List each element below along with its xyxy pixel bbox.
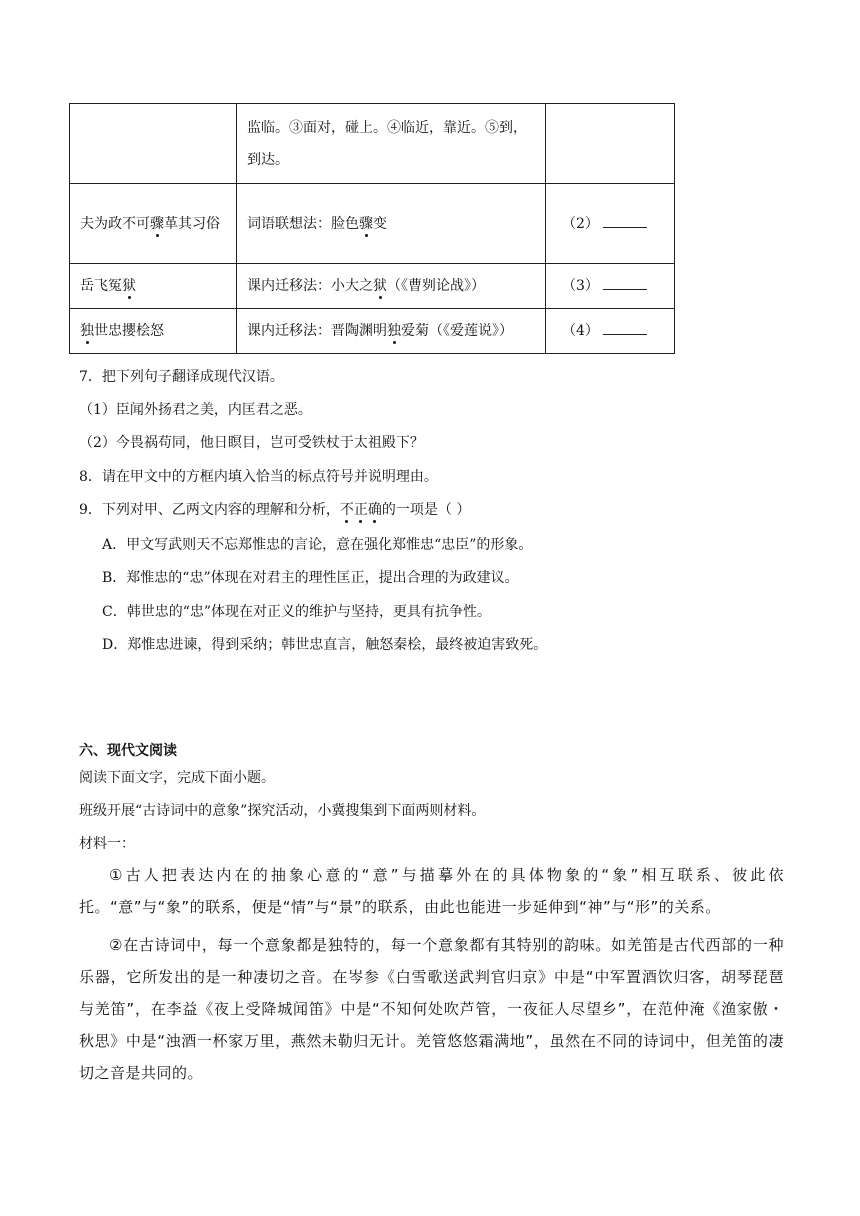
table-row	[70, 309, 675, 354]
option-b[interactable]: B．郑惟忠的“忠”体现在对君主的理性匡正，提出合理的为政建议。	[102, 570, 519, 586]
table-cell	[70, 309, 237, 354]
table-cell	[237, 309, 546, 354]
cell-text: 岳飞冤	[80, 278, 122, 294]
emphasis-char: 骤	[359, 215, 373, 232]
table-cell	[546, 184, 675, 264]
cell-text: 变	[373, 215, 387, 232]
cell-text: 课内迁移法：晋陶渊明	[247, 323, 387, 339]
question-8-title: 8．请在甲文中的方框内填入恰当的标点符号并说明理由。	[79, 469, 438, 485]
table-cell	[70, 104, 237, 184]
cell-text: 爱菊（《爱莲说》）	[401, 323, 513, 339]
option-a[interactable]: A．甲文写武则天不忘郑惟忠的言论，意在强化郑惟忠“忠臣”的形象。	[102, 537, 533, 553]
vocabulary-table	[69, 103, 675, 354]
table-cell	[70, 184, 237, 264]
material-label: 材料一：	[79, 836, 135, 852]
table-cell	[546, 104, 675, 184]
option-d[interactable]: D．郑惟忠进谏，得到采纳；韩世忠直言，触怒秦桧，最终被迫害致死。	[102, 637, 548, 653]
question-text: 的一项是（ ）	[381, 502, 471, 518]
emphasis-char: 正	[353, 502, 368, 518]
table-cell	[237, 184, 546, 264]
answer-blank[interactable]	[603, 275, 647, 290]
emphasis-char: 狱	[373, 278, 387, 294]
emphasis-char: 骤	[150, 215, 164, 232]
question-text: 9．下列对甲、乙两文内容的理解和分析，	[79, 502, 340, 518]
emphasis-char: 不	[339, 502, 354, 518]
table-cell	[70, 264, 237, 309]
question-7-title: 7．把下列句子翻译成现代汉语。	[79, 369, 284, 385]
cell-text: （《曹刿论战》）	[387, 278, 485, 294]
question-9-title	[79, 499, 470, 519]
material-paragraph-1: ①古人把表达内在的抽象心意的“意”与描摹外在的具体物象的“象”相互联系、彼此依托。“意”与“象”的联系，便是“情”与“景”的联系，由此也能进一步延伸到“神”与“形”的关系。	[79, 866, 784, 916]
emphasis-char: 确	[367, 502, 382, 518]
table-cell	[237, 264, 546, 309]
emphasis-char: 狱	[122, 278, 136, 294]
table-cell	[546, 264, 675, 309]
cell-text: 革其习俗	[164, 215, 220, 232]
cell-text: 夫为政不可	[80, 215, 150, 232]
option-c[interactable]: C．韩世忠的“忠”体现在对正义的维护与坚持，更具有抗争性。	[102, 604, 492, 620]
cell-text: 世忠攖桧怒	[94, 323, 164, 339]
question-7-sentence-2: （2）今畏祸苟同，他日瞑目，岂可受铁杖于太祖殿下？	[79, 435, 424, 451]
table-cell	[546, 309, 675, 354]
answer-blank[interactable]	[603, 320, 647, 335]
table-row	[70, 104, 675, 184]
answer-label: （3）	[562, 278, 599, 294]
table-row	[70, 184, 675, 264]
material-paragraph-2: ②在古诗词中，每一个意象都是独特的，每一个意象都有其特别的韵味。如羌笛是古代西部的一种乐器，它所发出的是一种凄切之音。在岑参《白雪歌送武判官归京》中是“中军置酒饮归客，胡琴琵琶与羌笛”，在李益《夜上受降城闻笛》中是“不知何处吹芦管，一夜征人尽望乡”，在范仲淹《渔家傲・秋思》中是“浊酒一杯家万里，燕然未勒归无计。羌管悠悠霜满地”，虽然在不同的诗词中，但羌笛的凄切之音是共同的。	[79, 936, 784, 1082]
emphasis-char: 独	[387, 323, 401, 339]
section-heading: 六、现代文阅读	[79, 743, 177, 759]
emphasis-char: 独	[80, 323, 94, 339]
cell-text: 词语联想法：脸色	[247, 215, 359, 232]
reading-instruction: 阅读下面文字，完成下面小题。	[79, 770, 275, 786]
question-7-sentence-1: （1）臣闻外扬君之美，内匡君之恶。	[79, 402, 312, 418]
answer-label: （2）	[562, 215, 599, 232]
activity-intro: 班级开展“古诗词中的意象”探究活动，小冀搜集到下面两则材料。	[79, 803, 486, 819]
table-cell: 监临。③面对，碰上。④临近，靠近。⑤到，到达。	[237, 104, 546, 184]
answer-blank[interactable]	[603, 213, 647, 228]
answer-label: （4）	[562, 323, 599, 339]
table-row	[70, 264, 675, 309]
cell-text: 课内迁移法：小大之	[247, 278, 373, 294]
